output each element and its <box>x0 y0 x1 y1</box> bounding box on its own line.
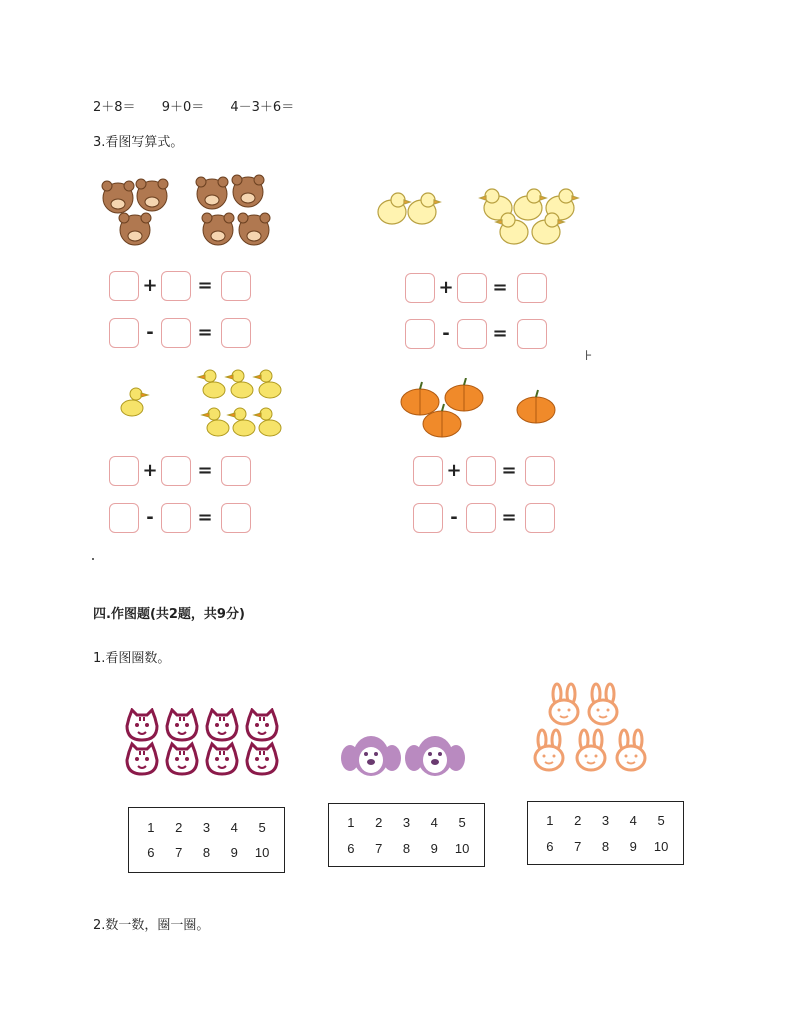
answer-box[interactable] <box>525 503 555 533</box>
minus-sign: - <box>442 323 450 344</box>
pumpkins-illustration <box>398 378 564 440</box>
number-grid-tigers <box>128 807 285 873</box>
plus-sign: + <box>142 460 158 481</box>
number-grid-row-1 <box>528 813 683 828</box>
dogs-illustration <box>340 734 466 778</box>
answer-box[interactable] <box>109 456 139 486</box>
answer-box[interactable] <box>109 271 139 301</box>
number-option[interactable]: 6 <box>347 841 355 856</box>
answer-box[interactable] <box>466 456 496 486</box>
answer-box[interactable] <box>109 503 139 533</box>
number-option[interactable]: 8 <box>601 839 610 854</box>
answer-box[interactable] <box>517 273 547 303</box>
minus-sign: - <box>450 507 458 528</box>
tigers-illustration <box>124 708 284 776</box>
answer-box[interactable] <box>109 318 139 348</box>
number-option[interactable]: 6 <box>546 839 554 854</box>
answer-box[interactable] <box>413 503 443 533</box>
number-option[interactable]: 4 <box>230 820 238 835</box>
number-grid-rabbits <box>527 801 684 865</box>
equals-sign: = <box>197 322 213 343</box>
answer-box[interactable] <box>221 318 251 348</box>
answer-box[interactable] <box>221 456 251 486</box>
answer-box[interactable] <box>405 319 435 349</box>
number-option[interactable]: 6 <box>147 845 155 860</box>
number-option[interactable]: 3 <box>402 815 411 830</box>
number-option[interactable]: 1 <box>147 820 155 835</box>
number-option[interactable]: 9 <box>230 845 238 860</box>
section-4-heading: 四.作图题(共2题，共9分) <box>93 607 245 622</box>
number-grid-row-2 <box>528 839 683 854</box>
answer-box[interactable] <box>161 456 191 486</box>
number-option[interactable]: 7 <box>375 841 383 856</box>
dot-mark <box>92 558 94 560</box>
chicks-illustration <box>372 184 582 252</box>
equals-sign: = <box>492 323 508 344</box>
number-option[interactable]: 3 <box>202 820 211 835</box>
number-option[interactable]: 5 <box>657 813 665 828</box>
number-option[interactable]: 9 <box>629 839 637 854</box>
number-option[interactable]: 10 <box>454 841 470 856</box>
arithmetic-expression-1: 2＋8＝ <box>93 100 136 115</box>
number-option[interactable]: 2 <box>175 820 183 835</box>
answer-box[interactable] <box>161 503 191 533</box>
number-grid-row-1 <box>129 820 284 835</box>
plus-sign: + <box>142 275 158 296</box>
arithmetic-expression-2: 9＋0＝ <box>161 100 205 115</box>
number-option[interactable]: 1 <box>546 813 554 828</box>
answer-box[interactable] <box>161 318 191 348</box>
number-option[interactable]: 4 <box>430 815 438 830</box>
number-option[interactable]: 4 <box>629 813 637 828</box>
equals-sign: = <box>501 460 517 481</box>
answer-box[interactable] <box>457 273 487 303</box>
number-option[interactable]: 8 <box>402 841 411 856</box>
answer-box[interactable] <box>405 273 435 303</box>
plus-sign: + <box>446 460 462 481</box>
number-grid-dogs <box>328 803 485 867</box>
bears-illustration <box>100 172 280 260</box>
answer-box[interactable] <box>466 503 496 533</box>
number-option[interactable]: 7 <box>175 845 183 860</box>
number-option[interactable]: 3 <box>601 813 610 828</box>
answer-box[interactable] <box>221 503 251 533</box>
equals-sign: = <box>501 507 517 528</box>
equals-sign: = <box>197 275 213 296</box>
answer-box[interactable] <box>221 271 251 301</box>
number-option[interactable]: 8 <box>202 845 211 860</box>
number-option[interactable]: 10 <box>653 839 669 854</box>
answer-box[interactable] <box>525 456 555 486</box>
arithmetic-line <box>93 96 316 115</box>
answer-box[interactable] <box>457 319 487 349</box>
equals-sign: = <box>197 460 213 481</box>
equals-sign: = <box>492 277 508 298</box>
ducks-illustration <box>116 364 286 444</box>
minus-sign: - <box>146 507 154 528</box>
answer-box[interactable] <box>517 319 547 349</box>
number-grid-row-1 <box>329 815 484 830</box>
number-option[interactable]: 2 <box>574 813 582 828</box>
number-option[interactable]: 7 <box>574 839 582 854</box>
plus-sign: + <box>438 277 454 298</box>
equals-sign: = <box>197 507 213 528</box>
question-4-1-title: 1.看图圈数。 <box>93 651 171 666</box>
number-option[interactable]: 9 <box>430 841 438 856</box>
number-option[interactable]: 10 <box>254 845 270 860</box>
cursor-mark: ⊦ <box>585 348 593 364</box>
question-3-title: 3.看图写算式。 <box>93 135 184 150</box>
number-option[interactable]: 5 <box>258 820 266 835</box>
number-grid-row-2 <box>129 845 284 860</box>
arithmetic-expression-3: 4－3＋6＝ <box>230 100 295 115</box>
minus-sign: - <box>146 322 154 343</box>
rabbits-illustration <box>530 682 654 774</box>
number-option[interactable]: 2 <box>375 815 383 830</box>
answer-box[interactable] <box>161 271 191 301</box>
number-option[interactable]: 5 <box>458 815 466 830</box>
number-option[interactable]: 1 <box>347 815 355 830</box>
question-4-2-title: 2.数一数，圈一圈。 <box>93 918 210 933</box>
answer-box[interactable] <box>413 456 443 486</box>
number-grid-row-2 <box>329 841 484 856</box>
